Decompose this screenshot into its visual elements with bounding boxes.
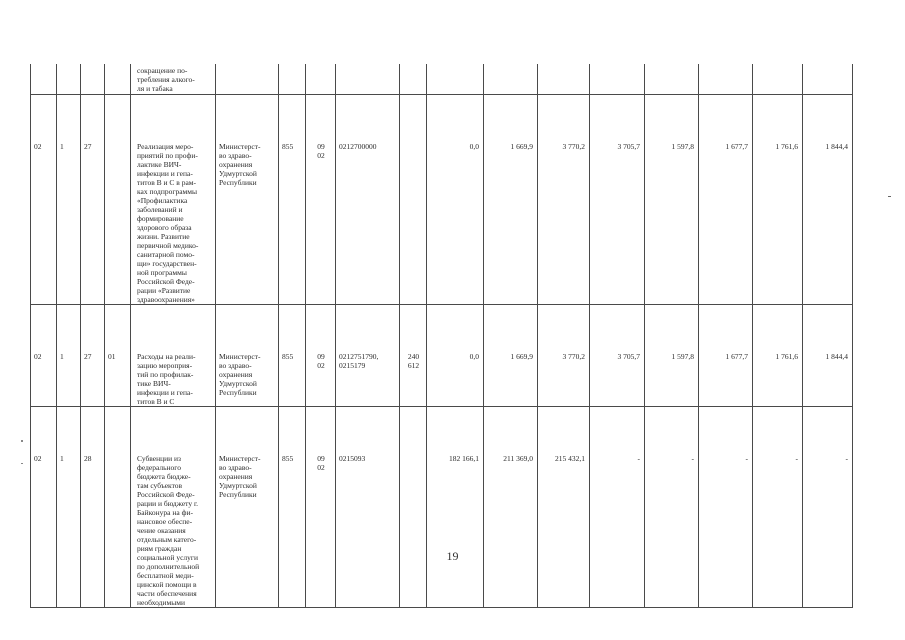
value-cell: 3 705,7 xyxy=(590,94,645,304)
margin-mark xyxy=(888,196,891,197)
value-cell: 1 597,8 xyxy=(645,94,699,304)
vr-cell xyxy=(400,406,427,607)
value-cell: 215 432,1 xyxy=(538,406,590,607)
m-cell xyxy=(105,64,131,94)
value-cell: 1 669,9 xyxy=(484,94,538,304)
rzpr-cell xyxy=(306,64,336,94)
value-cell: - xyxy=(699,406,753,607)
value-cell xyxy=(753,64,803,94)
gp-cell: 02 xyxy=(31,304,57,406)
value-cell: 211 369,0 xyxy=(484,406,538,607)
csr-cell: 0212700000 xyxy=(336,94,400,304)
org-cell xyxy=(216,64,279,94)
margin-mark xyxy=(21,440,23,442)
csr-cell: 0212751790, 0215179 xyxy=(336,304,400,406)
margin-mark xyxy=(21,463,23,464)
value-cell: 0,0 xyxy=(427,94,484,304)
grbs-cell: 855 xyxy=(279,94,306,304)
pp-cell xyxy=(57,64,81,94)
value-cell xyxy=(484,64,538,94)
om-cell: 27 xyxy=(81,94,105,304)
m-cell xyxy=(105,406,131,607)
pp-cell: 1 xyxy=(57,304,81,406)
value-cell: 0,0 xyxy=(427,304,484,406)
pp-cell: 1 xyxy=(57,406,81,607)
pp-cell: 1 xyxy=(57,94,81,304)
gp-cell xyxy=(31,64,57,94)
name-cell: сокращение по- требления алкого- ля и табака xyxy=(131,64,216,94)
value-cell xyxy=(699,64,753,94)
grbs-cell xyxy=(279,64,306,94)
name-cell: Расходы на реали- зацию мероприя- тий по профилак- тике ВИЧ- инфекции и гепа- титов В и С xyxy=(131,304,216,406)
value-cell xyxy=(645,64,699,94)
value-cell: 3 705,7 xyxy=(590,304,645,406)
value-cell: - xyxy=(753,406,803,607)
vr-cell xyxy=(400,94,427,304)
value-cell xyxy=(538,64,590,94)
m-cell xyxy=(105,94,131,304)
rzpr-cell: 09 02 xyxy=(306,94,336,304)
budget-table xyxy=(30,64,853,608)
csr-cell: 0215093 xyxy=(336,406,400,607)
om-cell xyxy=(81,64,105,94)
rzpr-cell: 09 02 xyxy=(306,304,336,406)
value-cell: 1 844,4 xyxy=(803,94,853,304)
value-cell xyxy=(590,64,645,94)
value-cell: 3 770,2 xyxy=(538,94,590,304)
value-cell: 1 677,7 xyxy=(699,94,753,304)
grbs-cell: 855 xyxy=(279,406,306,607)
value-cell: 1 761,6 xyxy=(753,304,803,406)
grbs-cell: 855 xyxy=(279,304,306,406)
table-row xyxy=(31,406,853,607)
value-cell: - xyxy=(645,406,699,607)
org-cell: Министерст- во здраво- охранения Удмуртской Республики xyxy=(216,304,279,406)
name-cell: Реализация меро- приятий по профи- лактике ВИЧ- инфекции и гепа- титов В и С в рам- ках подпрограммы «Профилактика заболеваний и формирование здорового образа жизни. Развитие первичной медико- санитарной помо- щи» государствен- ной программы Российской Феде- рации «Развитие здравоохранения» xyxy=(131,94,216,304)
vr-cell xyxy=(400,64,427,94)
value-cell: 1 761,6 xyxy=(753,94,803,304)
m-cell: 01 xyxy=(105,304,131,406)
vr-cell: 240 612 xyxy=(400,304,427,406)
gp-cell: 02 xyxy=(31,406,57,607)
value-cell xyxy=(427,64,484,94)
value-cell: 1 677,7 xyxy=(699,304,753,406)
org-cell: Министерст- во здраво- охранения Удмуртской Республики xyxy=(216,94,279,304)
value-cell: 1 844,4 xyxy=(803,304,853,406)
value-cell xyxy=(803,64,853,94)
value-cell: - xyxy=(590,406,645,607)
org-cell: Министерст- во здраво- охранения Удмуртской Республики xyxy=(216,406,279,607)
gp-cell: 02 xyxy=(31,94,57,304)
value-cell: - xyxy=(803,406,853,607)
page-number: 19 xyxy=(446,549,459,563)
table-row xyxy=(31,94,853,304)
value-cell: 3 770,2 xyxy=(538,304,590,406)
value-cell: 1 597,8 xyxy=(645,304,699,406)
value-cell: 1 669,9 xyxy=(484,304,538,406)
name-cell: Субвенции из федерального бюджета бюдже- там субъектов Российской Феде- рации и бюджету г. Байконура на фи- нансовое обеспе- чение оказания отдельным катего- риям граждан социальной услуги по дополнительной бесплатной меди- цинской помощи в части обеспечения необходимыми xyxy=(131,406,216,607)
csr-cell xyxy=(336,64,400,94)
table-row xyxy=(31,304,853,406)
om-cell: 28 xyxy=(81,406,105,607)
om-cell: 27 xyxy=(81,304,105,406)
table-row xyxy=(31,64,853,94)
rzpr-cell: 09 02 xyxy=(306,406,336,607)
value-cell: 182 166,1 xyxy=(427,406,484,607)
